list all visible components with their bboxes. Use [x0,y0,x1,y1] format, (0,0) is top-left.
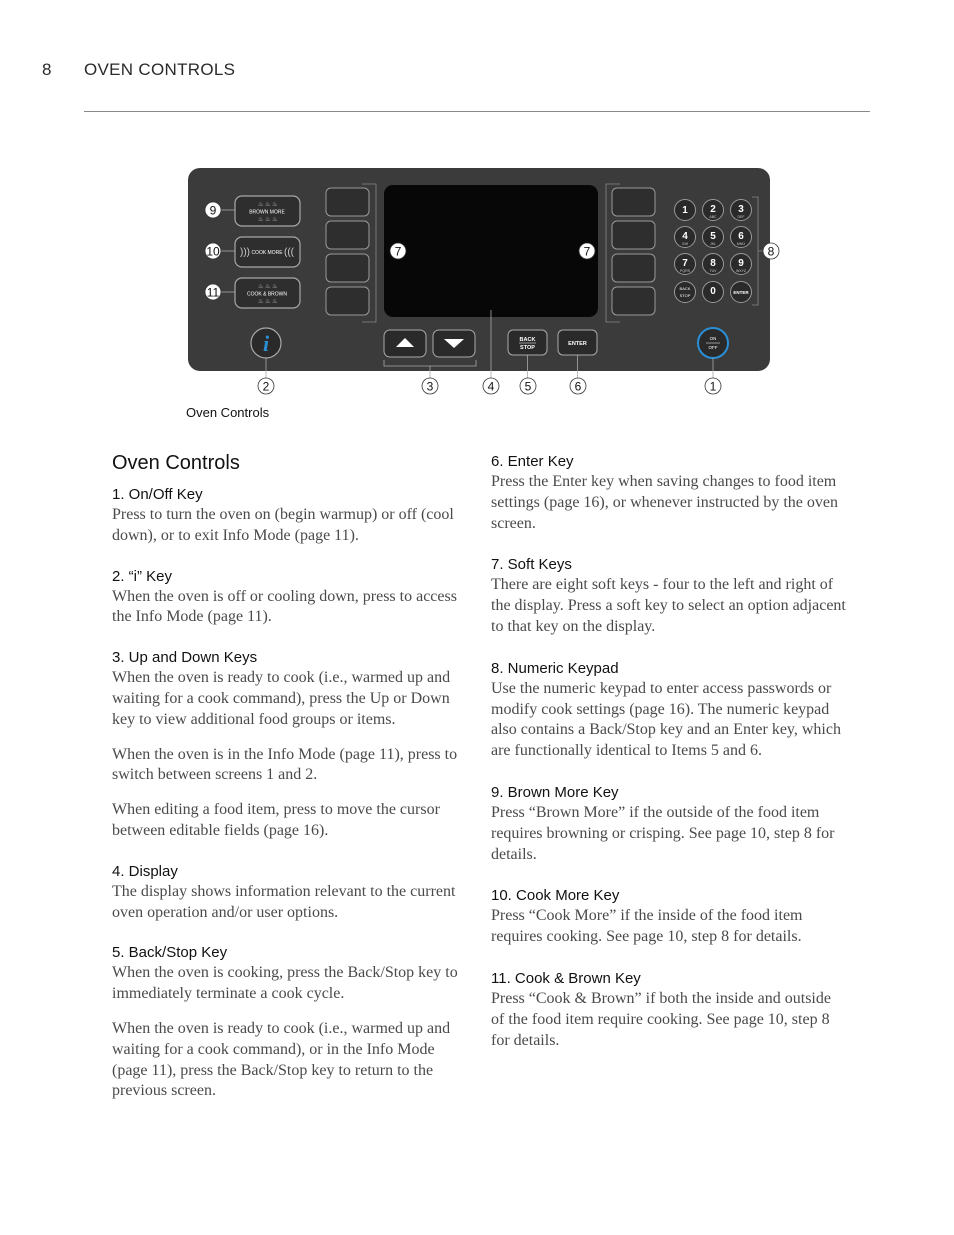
numpad-key-6[interactable] [731,227,752,248]
numpad-key-2[interactable] [703,200,724,221]
item-brown-more-key [491,783,846,865]
flame-icon: ♨ ♨ ♨ [258,217,278,223]
item-heading: 1. On/Off Key [112,486,203,503]
callout-7-right [579,243,595,259]
item-body: Press “Brown More” if the outside of the food item requires browning or crisping. See page 10, step 8 for details. [491,803,835,863]
callout-11 [205,284,221,300]
item-heading: 6. Enter Key [491,453,574,470]
flame-icon: ♨ ♨ ♨ [258,202,278,208]
item-numeric-keypad [491,659,846,762]
soft-key-right-1[interactable] [612,188,655,216]
page-header [42,60,235,80]
item-heading: 4. Display [112,862,178,880]
svg-text:ENTER: ENTER [733,290,749,295]
numpad-key-5[interactable] [703,227,724,248]
item-on-off-key [112,485,467,547]
svg-text:DEF: DEF [737,215,745,219]
svg-text:TUV: TUV [709,269,717,273]
numpad-key-8[interactable] [703,254,724,275]
svg-text:6: 6 [738,231,744,242]
right-column [491,452,846,1072]
numpad-key-4[interactable] [675,227,696,248]
header-rule [84,111,870,112]
oven-display [384,185,598,317]
svg-text:MNO: MNO [736,242,746,246]
item-display [112,862,467,924]
callout-8 [763,243,779,259]
svg-text:11: 11 [206,285,220,300]
up-key[interactable] [384,330,426,357]
item-enter-key [491,452,846,534]
section-title: OVEN CONTROLS [84,60,236,79]
item-heading: 7. Soft Keys [491,556,572,574]
enter-key[interactable] [558,330,597,355]
info-key[interactable] [251,328,281,358]
back-stop-key[interactable] [508,330,547,355]
item-body: When the oven is ready to cook (i.e., warmed up and waiting for a cook command), or in the Info Mode (page 11), press the Back/Stop key to return to the previous screen. [112,1019,451,1100]
flame-icon: ♨ ♨ ♨ [258,299,278,305]
item-cook-more-key [491,886,846,948]
svg-text:STOP: STOP [679,293,691,298]
item-body: When editing a food item, press to move the cursor between editable fields (page 16). [112,801,440,839]
heat-wave-icon: ))) [240,247,250,258]
item-body: Press “Cook & Brown” if both the inside and outside of the food item require cooking. See page 10, step 8 for details. [491,989,831,1049]
item-body: When the oven is cooking, press the Back/Stop key to immediately terminate a cook cycle. [112,964,458,1003]
numpad-back-stop-key[interactable] [675,282,696,303]
svg-text:7: 7 [682,258,688,269]
brown-more-key[interactable] [235,196,300,226]
cook-and-brown-key[interactable] [235,278,300,308]
item-body: Press “Cook More” if the inside of the food item requires cooking. See page 10, step 8 for details. [491,907,803,946]
svg-text:1: 1 [709,379,717,394]
item-body: The display shows information relevant to the current oven operation and/or user options. [112,882,456,921]
svg-text:COOK MORE: COOK MORE [251,250,283,256]
svg-text:WXYZ: WXYZ [735,269,747,273]
left-column [112,452,467,1122]
svg-text:PQRS: PQRS [680,269,690,273]
callout-10 [205,243,221,259]
svg-text:5: 5 [524,379,532,394]
item-heading: 10. Cook More Key [491,887,620,905]
soft-key-left-2[interactable] [326,221,369,249]
item-heading: 2. “i” Key [112,567,173,585]
svg-text:ON: ON [709,336,717,341]
soft-key-right-4[interactable] [612,287,655,315]
callout-7-left [390,243,406,259]
svg-text:1: 1 [682,205,688,216]
item-heading: 5. Back/Stop Key [112,944,228,962]
soft-key-left-1[interactable] [326,188,369,216]
soft-key-right-2[interactable] [612,221,655,249]
svg-text:3: 3 [426,379,434,394]
svg-text:COOK & BROWN: COOK & BROWN [246,291,288,298]
callout-5 [520,378,536,394]
callout-4 [483,378,499,394]
item-heading: 9. Brown More Key [491,783,619,801]
down-key[interactable] [433,330,475,357]
soft-key-left-3[interactable] [326,254,369,282]
item-soft-keys [491,555,846,637]
svg-text:JKL: JKL [709,242,717,246]
svg-text:6: 6 [574,379,582,394]
info-icon: i [262,331,270,356]
callout-2 [258,378,274,394]
svg-text:BACK: BACK [679,286,691,291]
item-heading: 11. Cook & Brown Key [491,969,641,987]
svg-text:5: 5 [710,231,716,242]
numpad-key-0[interactable] [703,282,724,303]
cook-more-key[interactable] [235,237,300,267]
svg-text:ENTER: ENTER [568,341,587,347]
item-body: Use the numeric keypad to enter access passwords or modify cook settings (page 16). The numeric keypad also contains a Back/Stop key and an Enter key, which are functionally identical to Items 5 and 6. [491,679,841,760]
heat-wave-icon: ((( [284,247,294,258]
svg-text:ABC: ABC [709,215,717,219]
svg-text:0: 0 [710,286,716,297]
flame-icon: ♨ ♨ ♨ [258,284,278,290]
svg-text:4: 4 [487,379,495,394]
item-body: There are eight soft keys - four to the left and right of the display. Press a soft key to select an option adjacent to that key on the display. [491,576,846,635]
numpad-key-3[interactable] [731,200,752,221]
numpad-key-9[interactable] [731,254,752,275]
item-body: When the oven is off or cooling down, press to access the Info Mode (page 11). [112,587,457,626]
svg-text:8: 8 [767,244,775,259]
numpad-key-1[interactable] [675,200,696,221]
callout-6 [570,378,586,394]
on-off-key[interactable] [698,328,728,358]
svg-text:3: 3 [738,204,744,215]
callout-9 [205,202,221,218]
item-body: When the oven is ready to cook (i.e., warmed up and waiting for a cook command), press the Up or Down key to view additional food groups or items. [112,669,451,728]
svg-text:7: 7 [583,244,591,259]
svg-text:BROWN MORE: BROWN MORE [249,209,285,216]
numpad-enter-key[interactable] [731,282,752,303]
svg-text:2: 2 [710,204,716,215]
svg-text:4: 4 [682,231,688,242]
page-number: 8 [42,60,52,79]
item-heading: 3. Up and Down Keys [112,649,258,667]
item-cook-brown-key [491,969,846,1051]
svg-text:GHI: GHI [681,242,689,246]
item-heading: 8. Numeric Keypad [491,659,619,677]
svg-text:9: 9 [209,203,217,218]
item-i-key [112,567,467,629]
svg-text:8: 8 [710,258,716,269]
numpad-key-7[interactable] [675,254,696,275]
item-body: Press the Enter key when saving changes to food item settings (page 16), or whenever instructed by the oven screen. [491,473,839,532]
item-body: When the oven is in the Info Mode (page 11), press to switch between screens 1 and 2. [112,745,458,784]
svg-text:9: 9 [738,258,744,269]
soft-key-right-3[interactable] [612,254,655,282]
svg-text:BACK: BACK [519,337,536,343]
svg-text:10: 10 [206,244,220,259]
callout-3 [422,378,438,394]
item-body: Press to turn the oven on (begin warmup) or off (cool down), or to exit Info Mode (page 11). [112,506,454,544]
svg-text:STOP: STOP [520,345,535,351]
item-up-down-keys [112,648,467,842]
svg-text:7: 7 [394,244,402,259]
soft-key-left-4[interactable] [326,287,369,315]
item-back-stop-key [112,943,467,1102]
oven-control-panel-figure [180,160,790,400]
document-title: Oven Controls [112,452,240,474]
svg-text:OFF: OFF [708,345,718,350]
callout-1 [705,378,721,394]
svg-text:2: 2 [262,379,270,394]
figure-caption: Oven Controls [186,405,270,420]
